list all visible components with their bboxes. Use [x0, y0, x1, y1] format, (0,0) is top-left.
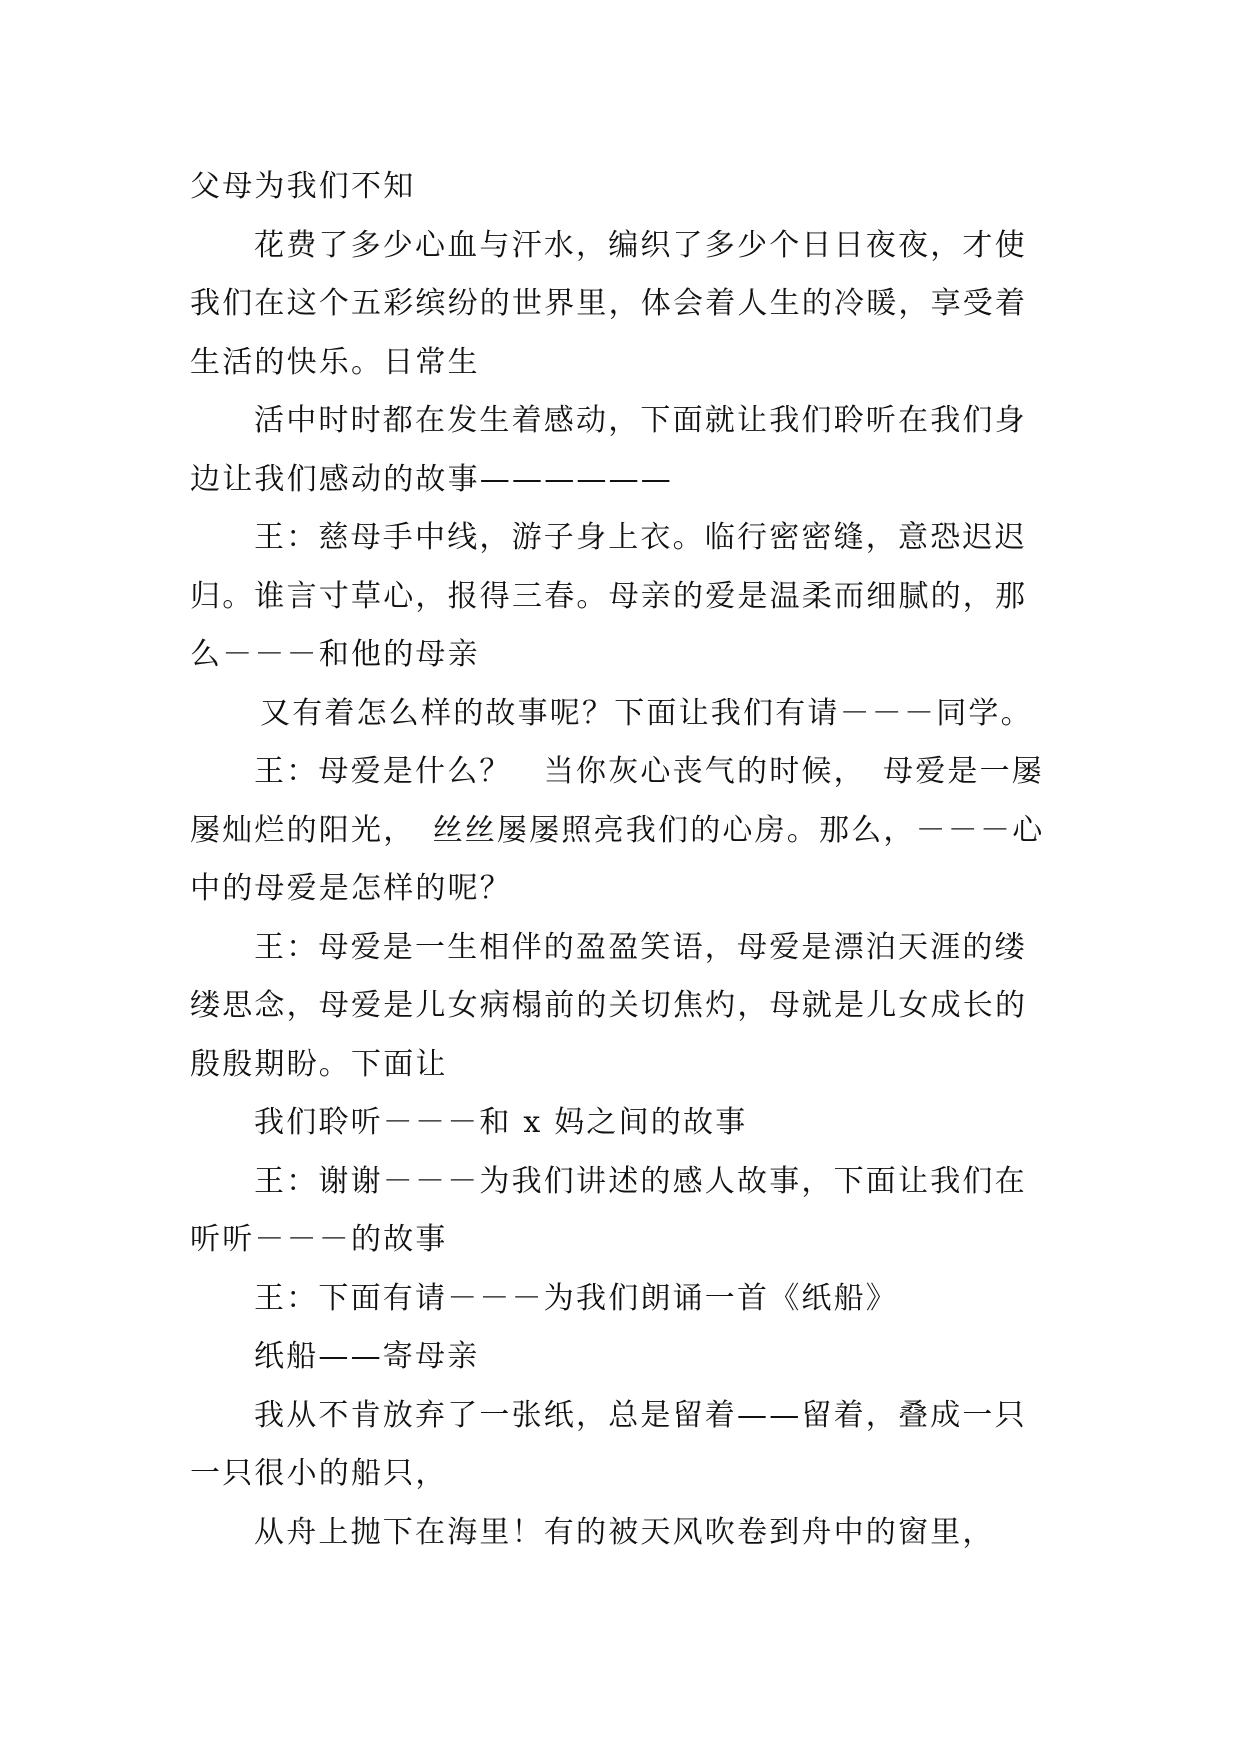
- text-line: 我们聆听－－－和 x 妈之间的故事: [254, 1105, 748, 1140]
- text-line: 王：母爱是一生相伴的盈盈笑语，母爱是漂泊天涯的缕: [254, 929, 1027, 965]
- text-line: 边让我们感动的故事——————: [190, 461, 673, 497]
- text-line: 我从不肯放弃了一张纸，总是留着——留着，叠成一只: [254, 1397, 1027, 1433]
- text-line: 花费了多少心血与汗水，编织了多少个日日夜夜，才使: [254, 227, 1027, 263]
- text-line: 纸船——寄母亲: [254, 1339, 480, 1374]
- text-line: 生活的快乐。日常生: [190, 344, 480, 380]
- text-line: 缕思念，母爱是儿女病榻前的关切焦灼，母就是儿女成长的: [190, 988, 1028, 1023]
- text-line: 又有着怎么样的故事呢？下面让我们有请－－－同学。: [260, 695, 1033, 731]
- text-line: 归。谁言寸草心，报得三春。母亲的爱是温柔而细腻的，那: [190, 578, 1028, 614]
- text-line: 父母为我们不知: [190, 169, 416, 204]
- text-line: 我们在这个五彩缤纷的世界里，体会着人生的冷暖，享受着: [190, 286, 1028, 321]
- text-line: 中的母爱是怎样的呢？: [190, 871, 512, 906]
- text-line: 一只很小的船只，: [190, 1456, 448, 1491]
- text-line: 殷殷期盼。下面让: [190, 1046, 448, 1082]
- text-line: 王：母爱是什么？ 当你灰心丧气的时候， 母爱是一屡: [254, 754, 1044, 789]
- text-line: 王：慈母手中线，游子身上衣。临行密密缝，意恐迟迟: [254, 520, 1027, 555]
- text-line: 王：谢谢－－－为我们讲述的感人故事，下面让我们在: [254, 1163, 1027, 1199]
- text-line: 么－－－和他的母亲: [190, 637, 480, 672]
- text-line: 屡灿烂的阳光， 丝丝屡屡照亮我们的心房。那么，－－－心: [190, 812, 1045, 848]
- text-line: 王：下面有请－－－为我们朗诵一首《纸船》: [254, 1280, 898, 1316]
- text-line: 从舟上抛下在海里！有的被天风吹卷到舟中的窗里，: [254, 1514, 995, 1550]
- text-line: 活中时时都在发生着感动，下面就让我们聆听在我们身: [254, 403, 1027, 438]
- document-body: [190, 158, 1070, 1562]
- text-line: 听听－－－的故事: [190, 1222, 448, 1257]
